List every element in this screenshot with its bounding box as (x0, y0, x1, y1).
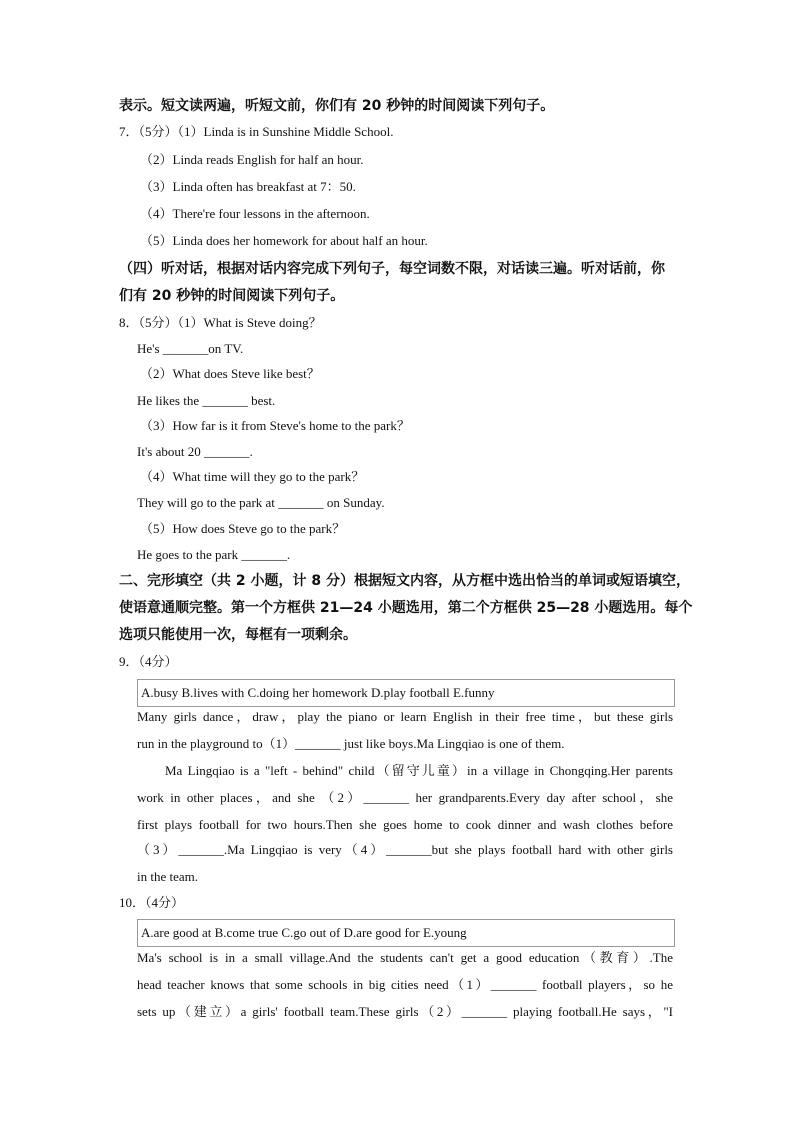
q8-line: He goes to the park _______. (137, 547, 291, 562)
q9-head: 9．（4分） (119, 654, 178, 669)
q7-item-3: （3）Linda often has breakfast at 7：50. (140, 179, 356, 194)
q9-line: work in other places，and she （2）_______ her grandparents.Every day after school，she (137, 790, 673, 805)
q8-line: （2）What does Steve like best？ (140, 366, 320, 381)
q9-line: （3）_______.Ma Lingqiao is very（4）_______but she plays football hard with other girls (137, 842, 673, 857)
q7-head: 7．（5分）（1）Linda is in Sunshine Middle School. (119, 124, 394, 139)
q9-options: A.busy B.lives with C.doing her homework D.play football E.funny (141, 685, 495, 700)
q10-line: Ma's school is in a small village.And the students can't get a good education（教育）.The (137, 950, 673, 965)
q9-line: run in the playground to（1）_______ just like boys.Ma Lingqiao is one of them. (137, 736, 565, 751)
part2-line1: 二、完形填空（共 2 小题，计 8 分）根据短文内容，从方框中选出恰当的单词或短语填空， (119, 573, 690, 589)
q8-line: It's about 20 _______. (137, 444, 253, 459)
part2-line2: 使语意通顺完整。第一个方框供 21—24 小题选用，第二个方框供 25—28 小题选用。每个 (119, 600, 693, 616)
part2-line3: 选项只能使用一次，每框有一项剩余。 (119, 627, 357, 643)
q10-options: A.are good at B.come true C.go out of D.are good for E.young (141, 925, 467, 940)
q8-head: 8．（5分）（1）What is Steve doing？ (119, 315, 322, 330)
section4-line1: （四）听对话，根据对话内容完成下列句子，每空词数不限，对话读三遍。听对话前，你 (119, 261, 665, 277)
intro-line: 表示。短文读两遍，听短文前，你们有 20 秒钟的时间阅读下列句子。 (119, 98, 555, 114)
q10-option-box (137, 919, 675, 947)
q8-line: They will go to the park at _______ on Sunday. (137, 495, 385, 510)
q8-line: He likes the _______ best. (137, 393, 276, 408)
q8-line: （5）How does Steve go to the park？ (140, 521, 346, 536)
q7-item-4: （4）There're four lessons in the afternoon. (140, 206, 370, 221)
q10-head: 10．（4分） (119, 895, 185, 910)
q7-item-5: （5）Linda does her homework for about half an hour. (140, 233, 428, 248)
section4-line2: 们有 20 秒钟的时间阅读下列句子。 (119, 288, 345, 304)
q8-line: （3）How far is it from Steve's home to the park？ (140, 418, 410, 433)
q9-line: Many girls dance，draw，play the piano or learn English in their free time，but these girls (137, 709, 673, 724)
q9-option-box (137, 679, 675, 707)
q9-line: in the team. (137, 869, 199, 884)
q10-line: sets up（建立）a girls' football team.These girls（2）_______ playing football.He says，"I (137, 1004, 673, 1019)
q8-line: He's _______on TV. (137, 341, 244, 356)
q8-line: （4）What time will they go to the park？ (140, 469, 365, 484)
q9-line: Ma Lingqiao is a "left - behind" child（留守儿童）in a village in Chongqing.Her parents (165, 763, 673, 778)
q7-item-2: （2）Linda reads English for half an hour. (140, 152, 364, 167)
q9-line: first plays football for two hours.Then she goes home to cook dinner and wash clothes before (137, 817, 673, 832)
q10-line: head teacher knows that some schools in big cities need（1）_______ football players，so he (137, 977, 673, 992)
